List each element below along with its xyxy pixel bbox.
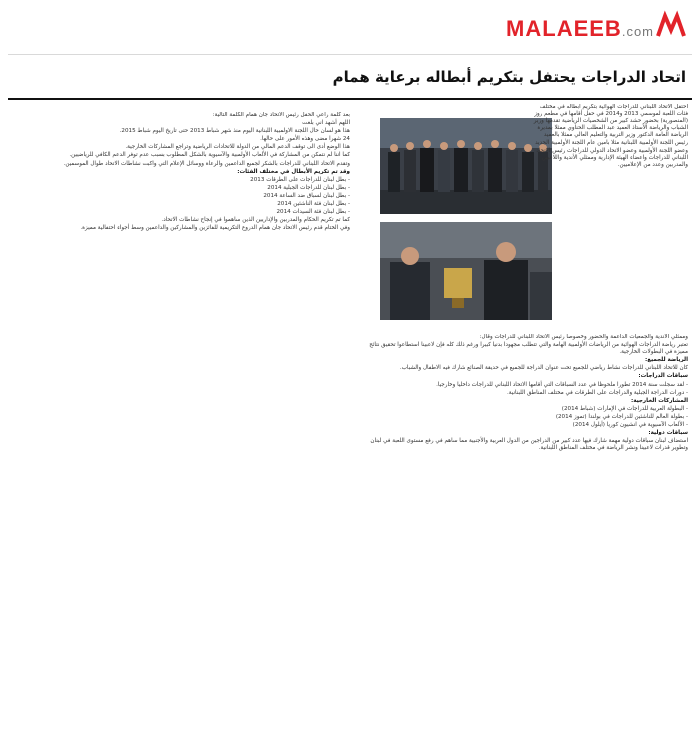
- section-heading: سباقات الدراجات:: [638, 373, 688, 380]
- paragraph: 24 شهرا مضى وهذه الأمور على حالها.: [260, 136, 350, 143]
- list-item: - بطولة العالم للناشئين للدراجات في بولندا (تموز 2014): [555, 413, 688, 420]
- paragraph: وتقدم الاتحاد اللبناني للدراجات بالشكر لجميع الداعمين والرعاة ووسائل الإعلام التي واكبت نشاطات الاتحاد طوال الموسمين.: [63, 160, 350, 167]
- paragraph: تعتبر رياضة الدراجات الهوائية من الرياضات الأولمبية الهامة والتي تتطلب مجهودا بدنيا كبيرا ورغم ذلك كله فإن لاعبينا استطاعوا تحقيق نتائج مميزة في البطولات الخارجية.: [369, 342, 688, 356]
- paragraph: كما اننا لم نتمكن من المشاركة في الألعاب الأولمبية والآسيوية بالشكل المطلوب بسبب عدم توفر الدعم الكافي للرياضيين.: [69, 152, 350, 159]
- paragraph: - لقد سجلت سنة 2014 تطورا ملحوظا في عدد السباقات التي أقامها الاتحاد اللبناني للدراجات داخليا وخارجيا.: [436, 381, 688, 388]
- photo-award: [380, 222, 552, 320]
- paragraph: احتفل الاتحاد اللبناني للدراجات الهوائية بتكريم أبطاله في مختلف فئات اللعبة لموسمي 2013 و2014 في حفل أقامها في مطعم روز (المنصورية) بحضور حشد كبير من الشخصيات الرياضية تقدمها وزير الشباب والرياضة الأستاذ العميد عبد المطلب الحناوي ممثلا بمديرة الرياضة العامة الدكتور وزير التربية والتعليم العالي ممثلا بالعميد: [533, 104, 688, 139]
- list-item: - بطل لبنان للدراجات على الطرقات 2013: [250, 176, 350, 183]
- paragraph: كان للاتحاد اللبناني للدراجات نشاط رياضي للجميع تحت عنوان الدراجة للجميع في حديقة الصنائع شارك فيه الاطفال والشباب.: [399, 365, 688, 372]
- paragraph: بعد كلمة راعي الحفل رئيس الاتحاد جان همام الكلمة التالية:: [212, 112, 350, 118]
- list-item: - الألعاب الآسيوية في انشيون كوريا (أيلول 2014): [572, 422, 688, 429]
- logo-text: MALAEEB.com: [506, 16, 654, 41]
- headline-divider: [8, 98, 692, 100]
- list-item: - بطل لبنان فئة السيدات 2014: [276, 209, 350, 216]
- header-divider: [8, 54, 692, 55]
- section-heading: وقد تم تكريم الأبطال في مختلف الفئات:: [237, 168, 350, 175]
- list-item: - بطل لبنان للدراجات الجبلية 2014: [267, 184, 350, 191]
- section-heading: الرياضة للجميع:: [645, 357, 688, 364]
- article-column-right: [366, 334, 688, 746]
- list-item: - بطل لبنان لسباق ضد الساعة 2014: [263, 192, 350, 199]
- paragraph: - دورات الدراجة الجبلية والدراجات على الطرقات في مختلف المناطق اللبنانية.: [506, 389, 688, 396]
- list-item: - البطولة العربية للدراجات في الإمارات (شباط 2014): [561, 405, 688, 412]
- article-column-left: [10, 112, 350, 746]
- paragraph: اللهم أشهد اني بلغت: [302, 120, 350, 127]
- section-heading: سباقات دولية:: [648, 430, 688, 437]
- section-heading: المشاركات الخارجية:: [630, 397, 688, 404]
- malaeeb-logo[interactable]: [506, 8, 686, 48]
- article-headline: اتحاد الدراجات يحتفل بتكريم أبطاله برعاية همام: [332, 68, 686, 86]
- paragraph: هذا الوضع أدى الى توقف الدعم المالي من الدولة للاتحادات الرياضية وتراجع المشاركات الخارجية.: [125, 144, 350, 151]
- paragraph: وممثلي الأندية والجمعيات الداعمة والحضور وخصوصا رئيس الاتحاد اللبناني للدراجات وقال:: [479, 334, 688, 340]
- paragraph: وفي الختام قدم رئيس الاتحاد جان همام الدروع التكريمية للفائزين والمشاركين والداعمين وسط أجواء احتفالية مميزة.: [80, 225, 350, 232]
- paragraph: استضاف لبنان سباقات دولية مهمة شارك فيها عدد كبير من الدراجين من الدول العربية والأجنبية مما ساهم في رفع مستوى اللعبة في لبنان وتطوير قدرات لاعبينا ونشر الرياضة في مختلف المناطق اللبنانية.: [370, 438, 688, 452]
- photo-group: [380, 118, 552, 214]
- paragraph: كما تم تكريم الحكام والمدربين والإداريين الذين ساهموا في إنجاح نشاطات الاتحاد.: [161, 217, 350, 224]
- paragraph: هذا هو لسان حال اللجنة الاولمبية اللبنانية اليوم منذ شهر شباط 2013 حتى تاريخ اليوم شباط 2015.: [119, 128, 350, 135]
- article-column-right-top: [532, 104, 688, 330]
- paragraph: رئيس اللجنة الأولمبية اللبنانية مثلا بامين عام اللجنة الأولمبية الجديد وعضو اللجنة الأولمبية وعضو الاتحاد الدولي للدراجات رئيس الاتحاد اللبناني للدراجات واعضاء الهيئة الإدارية وممثلي الأندية واللاعبين والمدربين وعدد من الإعلاميين.: [535, 140, 688, 168]
- list-item: - بطل لبنان فئة الناشئين 2014: [277, 201, 350, 208]
- logo-mark-icon: [656, 10, 686, 40]
